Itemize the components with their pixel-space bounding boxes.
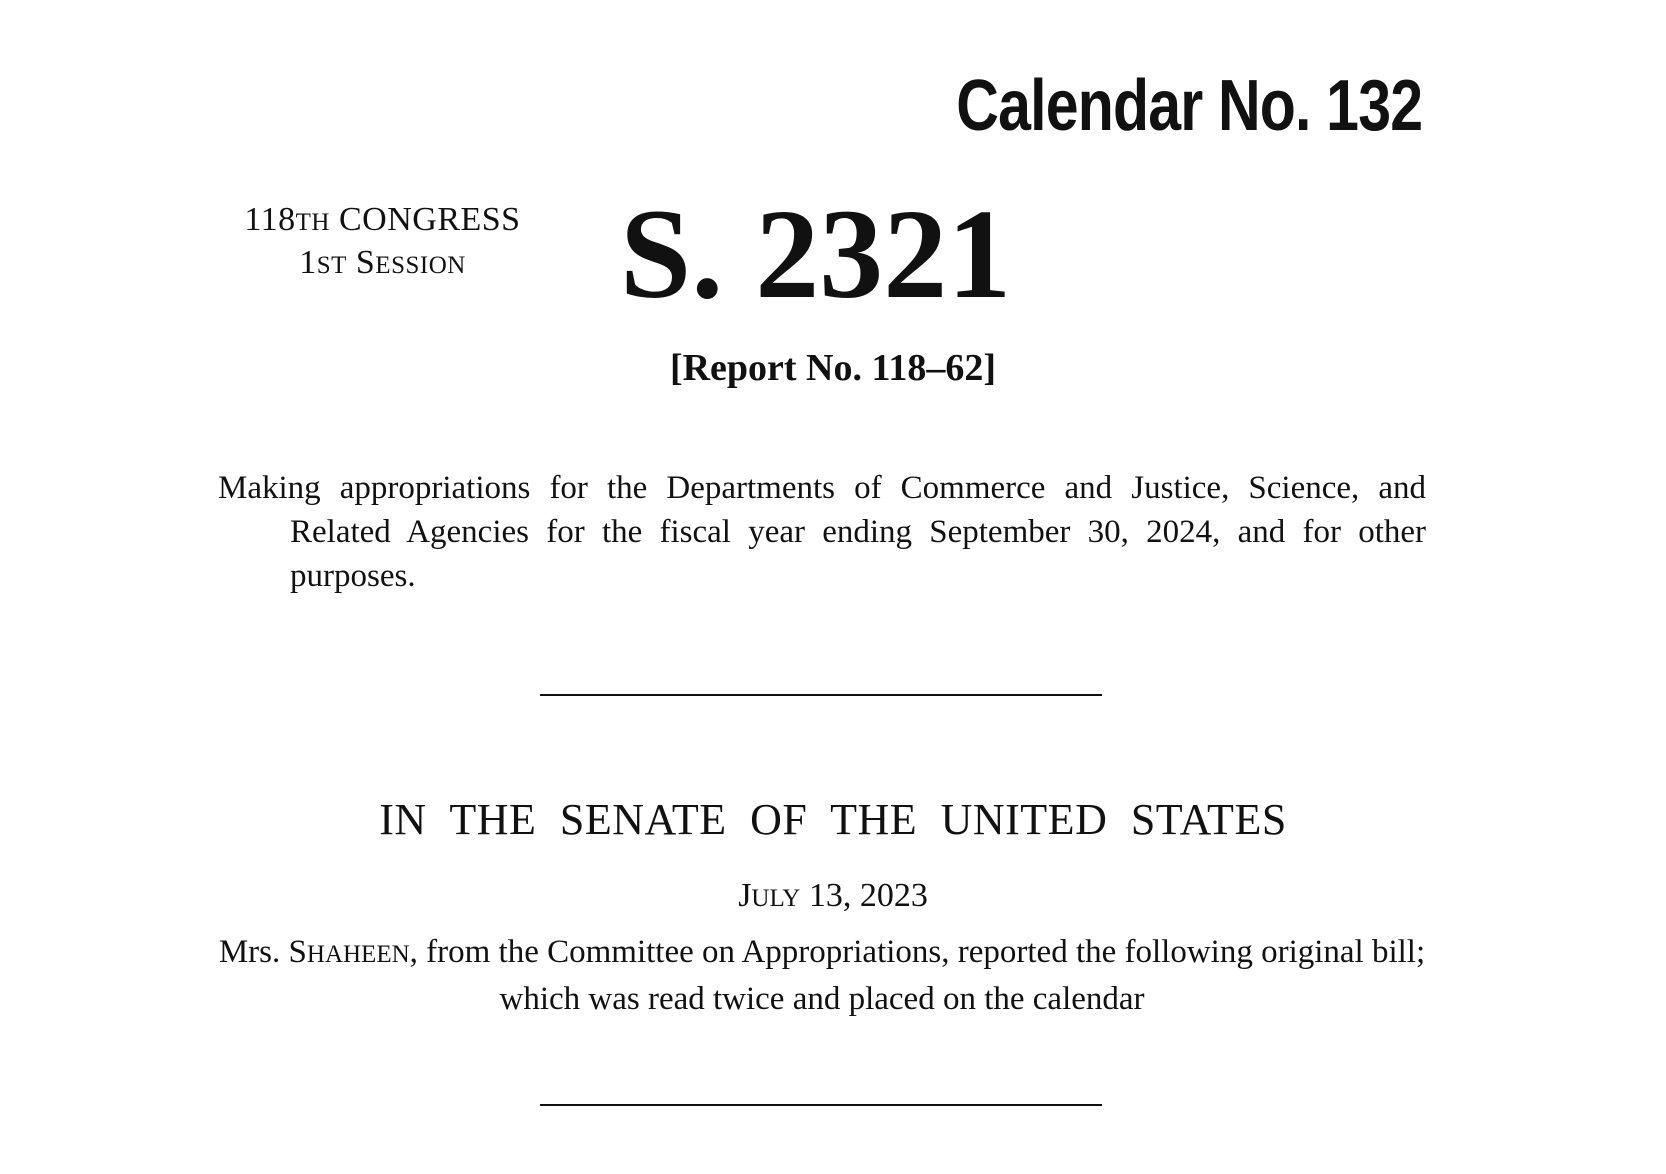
congress-label: CONGRESS xyxy=(329,201,521,238)
date-month-rest: ULY xyxy=(751,885,801,912)
congress-line xyxy=(210,200,555,243)
divider-rule xyxy=(540,1104,1102,1106)
sponsor-title: Mrs. xyxy=(218,934,289,970)
bill-date xyxy=(0,876,1666,919)
calendar-number: Calendar No. 132 xyxy=(956,66,1422,146)
report-number-text: [Report No. 118–62] xyxy=(669,347,997,389)
bill-purpose: Making appropriations for the Departments of Commerce and Justice, Science, and Related Agencies for the fiscal year ending September 30, 2024, and for other purposes. xyxy=(218,470,1426,594)
congress-number: 118 xyxy=(244,201,296,238)
chamber-heading: IN THE SENATE OF THE UNITED STATES xyxy=(379,795,1287,844)
sponsor-initial: S xyxy=(288,934,307,970)
divider-rule xyxy=(540,694,1102,696)
bill-number: S. 2321 xyxy=(620,183,1012,325)
session-number: 1 xyxy=(299,244,317,281)
sponsor-name-rest: HAHEEN xyxy=(306,941,410,968)
session-ordinal-suffix: ST xyxy=(316,252,347,279)
date-month-initial: J xyxy=(738,877,752,914)
action-text: , from the Committee on Appropriations, reported the following original bill; which was read twice and placed on the calendar xyxy=(409,934,1426,1017)
date-day-year: 13, 2023 xyxy=(800,877,928,914)
session-line xyxy=(210,243,555,286)
session-label-text: SESSION xyxy=(346,244,466,281)
session-label xyxy=(347,244,466,281)
congress-session-block xyxy=(210,200,555,286)
congress-ordinal-suffix: TH xyxy=(295,209,330,236)
committee-action xyxy=(218,930,1426,1021)
report-number xyxy=(0,346,1666,390)
